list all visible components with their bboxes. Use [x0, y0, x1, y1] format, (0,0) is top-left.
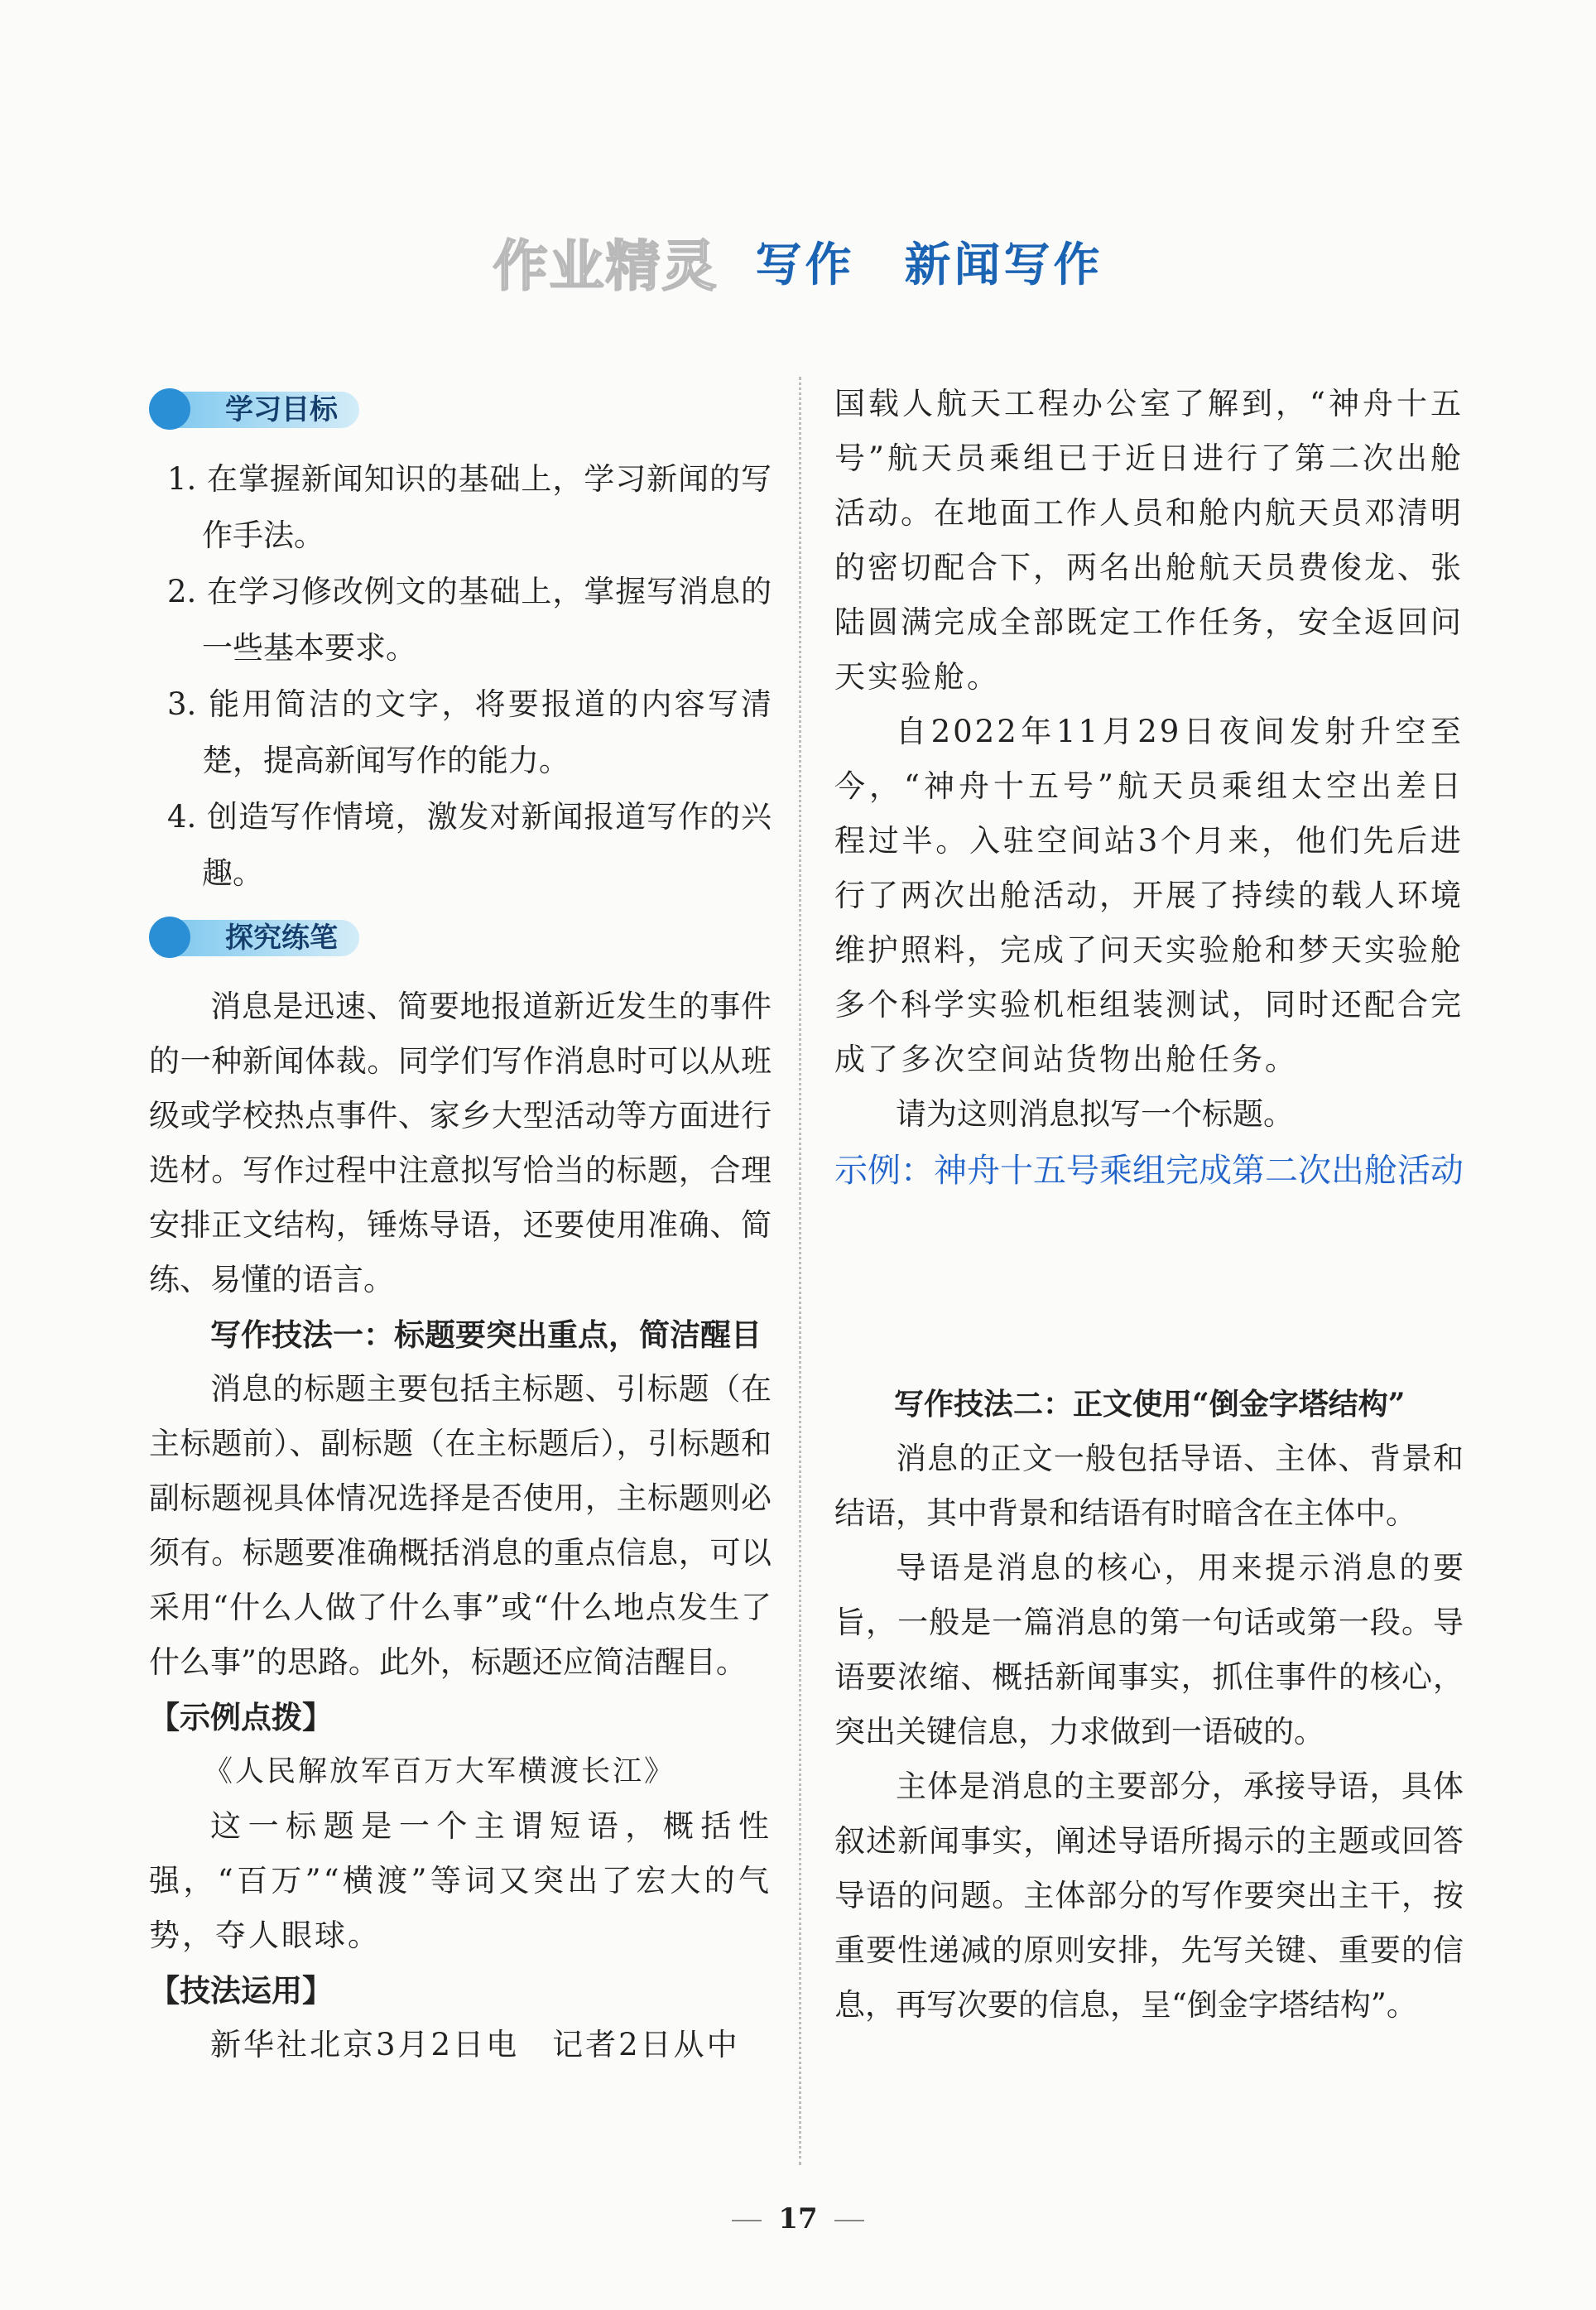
news-start: 新华社北京3月2日电 记者2日从中: [210, 2027, 740, 2062]
title-part1: 写作: [755, 238, 855, 292]
page-number: [0, 2202, 1596, 2235]
heading-circle-icon: [149, 917, 190, 958]
tip1-heading: 写作技法一：标题要突出重点，简洁醒目: [210, 1316, 762, 1353]
goals-list: [149, 451, 772, 902]
tip2-heading: 写作技法二：正文使用“倒金字塔结构”: [894, 1387, 1406, 1422]
intro-paragraph: 消息是迅速、简要地报道新近发生的事件的一种新闻体裁。同学们写作消息时可以从班级或学校热点事件、家乡大型活动等方面进行选材。写作过程中注意拟写恰当的标题，合理安排正文结构，锤炼导语，还要使用准确、简练、易懂的语言。: [149, 989, 772, 1297]
goal-item: 3. 能用简洁的文字，将要报道的内容写清楚，提高新闻写作的能力。: [167, 686, 772, 778]
watermark: 作业精灵: [493, 234, 719, 298]
explore-heading: [149, 910, 772, 968]
tip2-paragraph-3: 主体是消息的主要部分，承接导语，具体叙述新闻事实，阐述导语所揭示的主题或回答导语的问题。主体部分的写作要突出主干，按重要性递减的原则安排，先写关键、重要的信息，再写次要的信息，呈“倒金字塔结构”。: [834, 1769, 1464, 2023]
news-paragraph-2: 自2022年11月29日夜间发射升空至今，“神舟十五号”航天员乘组太空出差日程过半。入驻空间站3个月来，他们先后进行了两次出舱活动，开展了持续的载人环境维护照料，完成了问天实验舱和梦天实验舱多个科学实验机柜组装测试，同时还配合完成了多次空间站货物出舱任务。: [834, 714, 1464, 1077]
example-title: 《人民解放军百万大军横渡长江》: [204, 1755, 676, 1788]
title-part2: 新闻写作: [904, 238, 1103, 292]
goals-heading: [149, 382, 772, 440]
example-note: 这一标题是一个主谓短语，概括性强，“百万”“横渡”等词又突出了宏大的气势，夺人眼球。: [149, 1808, 772, 1953]
goal-item: 1. 在掌握新闻知识的基础上，学习新闻的写作手法。: [167, 461, 772, 553]
column-divider: [799, 377, 801, 2165]
tip2-paragraph-1: 消息的正文一般包括导语、主体、背景和结语，其中背景和结语有时暗含在主体中。: [834, 1441, 1464, 1531]
tip2-paragraph-2: 导语是消息的核心，用来提示消息的要旨，一般是一篇消息的第一句话或第一段。导语要浓缩、概括新闻事实，抓住事件的核心，突出关键信息，力求做到一语破的。: [834, 1550, 1464, 1749]
question-text: 请为这则消息拟写一个标题。: [896, 1096, 1294, 1132]
right-column: [834, 377, 1464, 2033]
goals-heading-label: 学习目标: [225, 393, 338, 426]
goal-item: 4. 创造写作情境，激发对新闻报道写作的兴趣。: [167, 799, 772, 891]
goal-item: 2. 在学习修改例文的基础上，掌握写消息的一些基本要求。: [167, 574, 772, 666]
example-label: 【示例点拨】: [149, 1699, 333, 1735]
tip1-body: 消息的标题主要包括主标题、引标题（在主标题前）、副标题（在主标题后），引标题和副标题视具体情况选择是否使用，主标题则必须有。标题要准确概括消息的重点信息，可以采用“什么人做了什么事”或“什么地点发生了什么事”的思路。此外，标题还应简洁醒目。: [149, 1371, 772, 1680]
left-column: [149, 377, 772, 2072]
answer-text: 示例：神舟十五号乘组完成第二次出舱活动: [834, 1152, 1464, 1190]
practice-label: 【技法运用】: [149, 1972, 333, 2009]
heading-circle-icon: [149, 388, 190, 430]
news-paragraph-1: 国载人航天工程办公室了解到，“神舟十五号”航天员乘组已于近日进行了第二次出舱活动。在地面工作人员和舱内航天员邓清明的密切配合下，两名出舱航天员费俊龙、张陆圆满完成全部既定工作任务，安全返回问天实验舱。: [834, 386, 1464, 695]
page-header: [0, 222, 1596, 301]
page-number-text: 17: [778, 2202, 818, 2235]
page-title: [756, 229, 1103, 295]
explore-heading-label: 探究练笔: [225, 922, 338, 955]
